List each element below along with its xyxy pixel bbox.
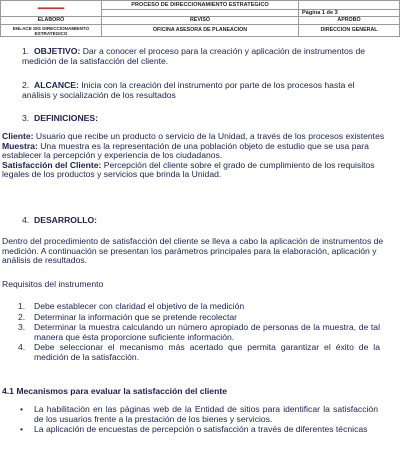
mecanismos-list <box>18 405 378 436</box>
section-number: 2. <box>22 80 30 90</box>
item-number: 1. <box>18 301 26 311</box>
item-text: Debe seleccionar el mecanismo más acertado que permita garantizar el éxito de la medición de la satisfacción. <box>34 342 380 362</box>
header-blank <box>299 1 400 10</box>
document-header <box>0 0 400 37</box>
definition-satisfaccion <box>2 161 386 180</box>
mecanismos-heading: 4.1 Mecanismos para evaluar la satisfacción del cliente <box>2 386 227 396</box>
list-item <box>18 323 380 342</box>
process-title: PROCESO DE DIRECCIONAMIENTO ESTRATEGICO <box>102 1 299 10</box>
section-number: 1. <box>22 46 30 56</box>
item-text: Determinar la muestra calculando un número apropiado de personas de la muestra, de tal manera que ésta proporcione suficiente información. <box>34 322 380 342</box>
definition-term: Muestra: <box>2 140 38 151</box>
list-item <box>18 405 378 424</box>
elaboro-value: ENLACE SIG DIRECCIONAMIENTO ESTRATEGICO <box>1 25 102 37</box>
section-text: Dar a conocer el proceso para la creación y aplicación de instrumentos de medición de la satisfacción del cliente. <box>22 46 366 67</box>
section-text: Inicia con la creación del instrumento por parte de los procesos hasta el análisis y socialización de los resultados <box>22 80 355 101</box>
section-number: 4. <box>22 215 30 225</box>
definition-muestra <box>2 142 386 161</box>
definition-text: Usuario que recibe un producto o servicio de la Unidad, a través de los procesos existentes <box>33 131 385 141</box>
list-item <box>18 343 380 362</box>
section-desarrollo <box>22 215 380 225</box>
item-text: La habilitación en las páginas web de la Entidad de sitios para identificar la satisfacción de los usuarios frente a la prestación de los bienes y servicios. <box>34 404 378 424</box>
item-text: Debe establecer con claridad el objetivo de la medición <box>34 301 245 311</box>
item-number: 4. <box>18 342 26 353</box>
bullet-icon: • <box>20 404 24 414</box>
header-spacer <box>102 10 299 17</box>
section-label: ALCANCE: <box>34 80 79 90</box>
requisitos-list <box>18 302 380 364</box>
definition-text: Percepción del cliente sobre el grado de cumplimiento de los requisitos legales de los productos y servicios que brinda la Unidad. <box>2 159 375 180</box>
list-item <box>18 425 378 435</box>
section-label: OBJETIVO: <box>34 46 81 56</box>
item-text: Determinar la información que se pretende recolectar <box>34 311 238 322</box>
list-item <box>18 313 380 323</box>
item-text: La aplicación de encuestas de percepción o satisfacción a través de diferentes técnicas <box>34 424 368 435</box>
item-number: 2. <box>18 311 26 322</box>
definition-text: Una muestra es la representación de una población objeto de estudio que se usa para establecer la percepción y experiencia de los ciudadanos. <box>2 140 369 161</box>
list-item <box>18 302 380 312</box>
definition-term: Cliente: <box>2 131 34 141</box>
col-aprobo: APROBÓ <box>299 17 400 25</box>
col-reviso: REVISÓ <box>102 17 299 25</box>
definition-term: Satisfacción del Cliente: <box>2 159 102 170</box>
reviso-value: OFICINA ASESORA DE PLANEACION <box>102 25 299 37</box>
section-objetivo <box>22 46 380 66</box>
section-number: 3. <box>22 113 30 123</box>
col-elaboro: ELABORÓ <box>1 17 102 25</box>
section-label: DEFINICIONES: <box>34 113 98 123</box>
requisitos-title: Requisitos del instrumento <box>2 279 104 289</box>
aprobo-value: DIRECCION GENERAL <box>299 25 400 37</box>
bullet-icon: • <box>20 424 24 435</box>
logo: ▬▬▬▬▬ <box>1 1 102 17</box>
desarrollo-paragraph: Dentro del procedimiento de satisfacción del cliente se lleva a cabo la aplicación de instrumentos de medición. A continuación se presentan los parámetros principales para la elaboración, aplicación y análisis de resultados. <box>2 236 384 266</box>
section-alcance <box>22 80 380 100</box>
section-label: DESARROLLO: <box>34 215 98 225</box>
item-number: 3. <box>18 322 26 333</box>
definitions-block <box>2 132 386 180</box>
page-number: Página 1 de 3 <box>299 10 400 17</box>
section-definiciones <box>22 113 380 123</box>
